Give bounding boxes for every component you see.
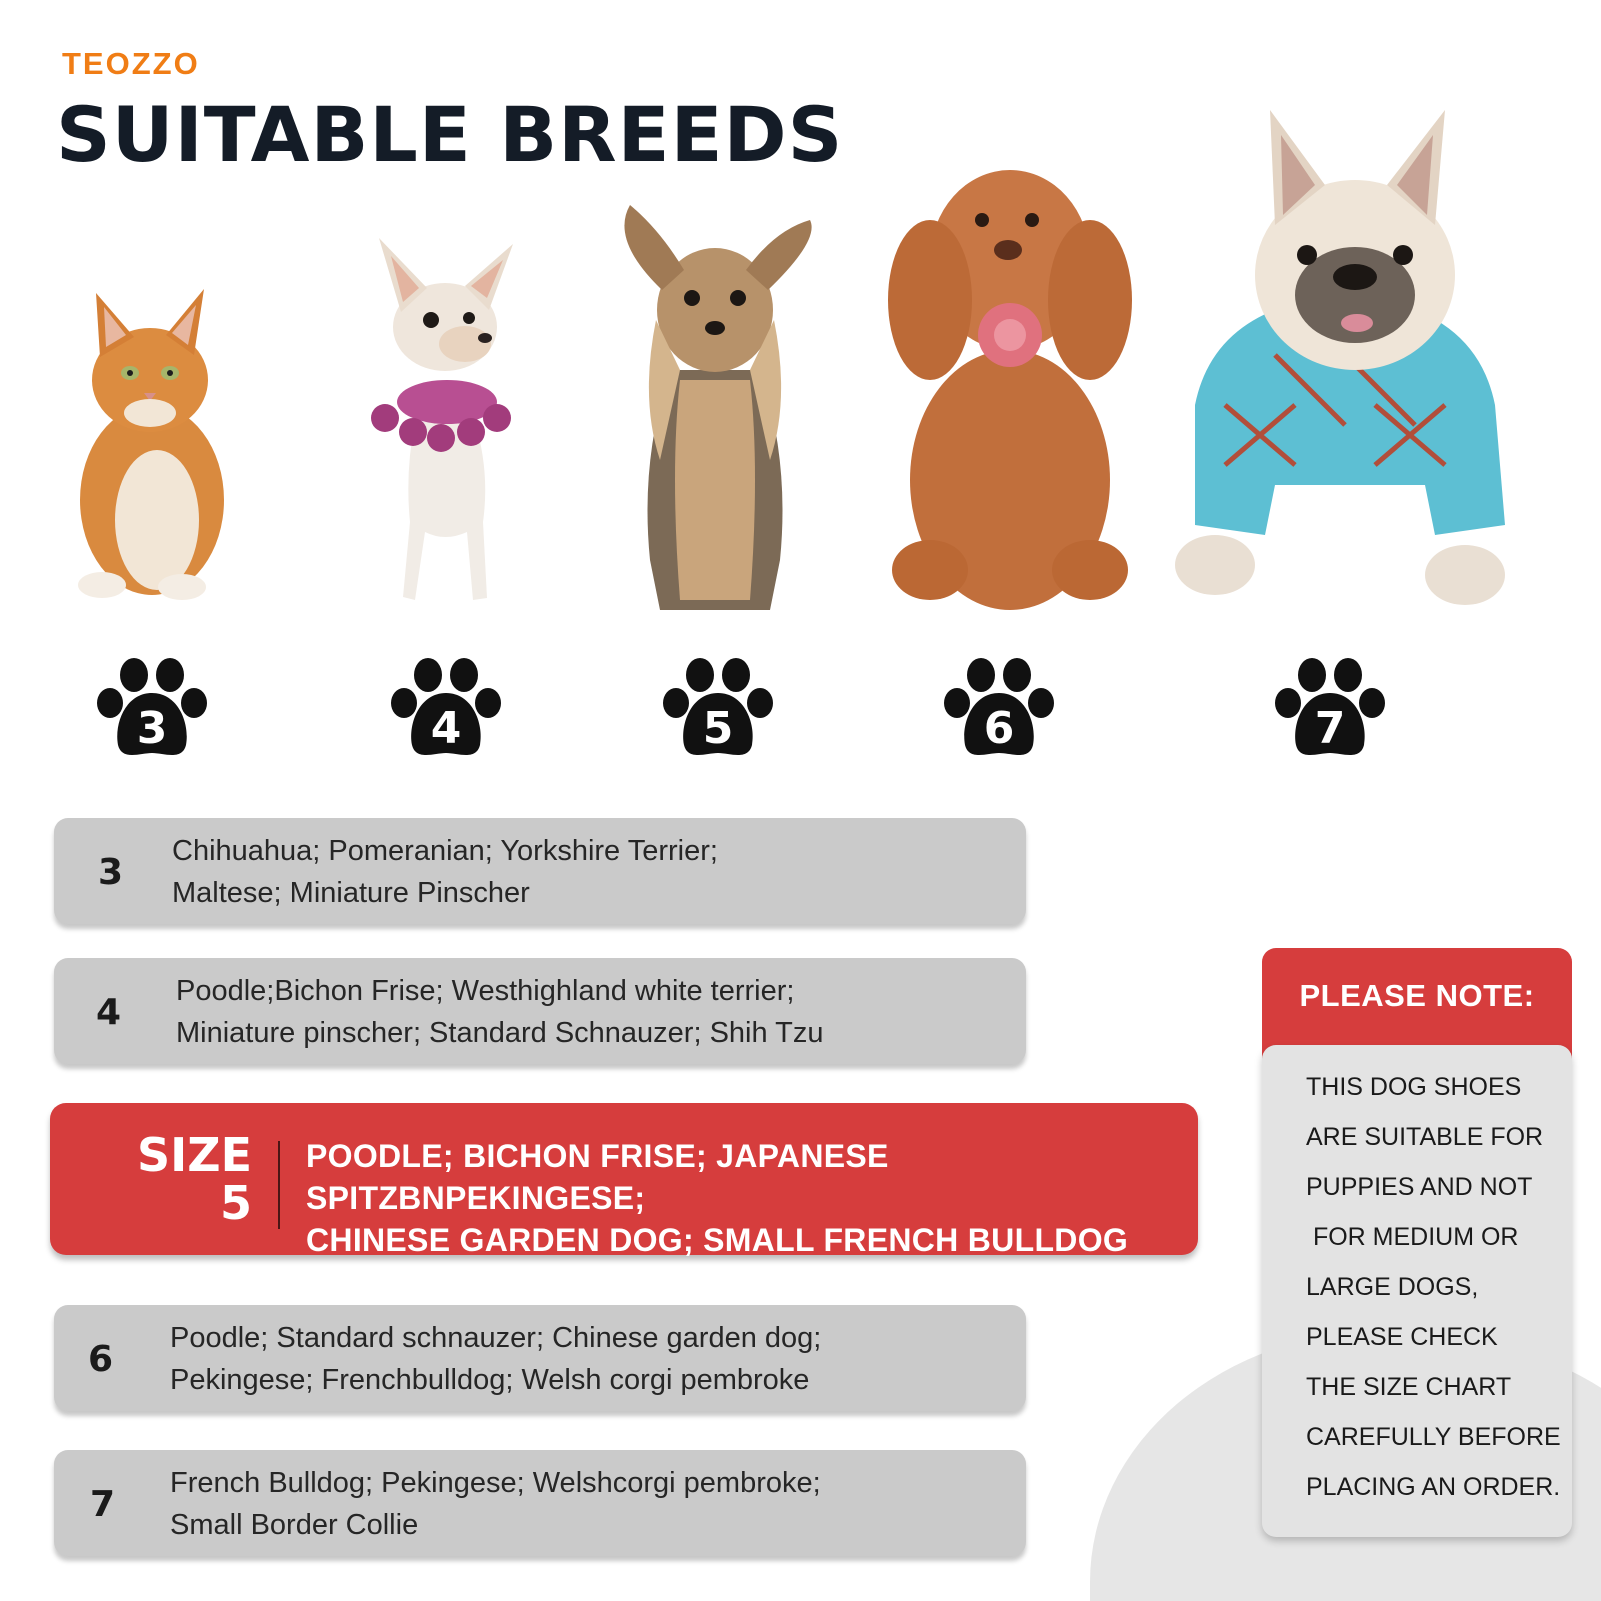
size-word: SIZE [136, 1128, 252, 1182]
paw-number: 4 [430, 703, 462, 754]
breed-list [170, 1462, 821, 1546]
note-line: CAREFULLY BEFORE [1306, 1423, 1561, 1451]
note-line: ARE SUITABLE FOR [1306, 1123, 1544, 1151]
breed-line: Small Border Collie [170, 1509, 419, 1541]
note-line: THIS DOG SHOES [1306, 1073, 1522, 1101]
chihuahua-image [355, 232, 530, 612]
page-title: SUITABLE BREEDS [56, 90, 844, 179]
paw-icon-size-3 [96, 655, 208, 761]
paw-icon-size-5 [662, 655, 774, 761]
size-row-6 [54, 1305, 1026, 1411]
paw-icon-size-6 [943, 655, 1055, 761]
breed-list [176, 970, 824, 1054]
breed-line: CHINESE GARDEN DOG; SMALL FRENCH BULLDOG [306, 1222, 1129, 1258]
note-line: PUPPIES AND NOT [1306, 1173, 1533, 1201]
size-number: 3 [98, 852, 124, 893]
size-number: 4 [96, 992, 122, 1033]
french-bulldog-image [1155, 105, 1535, 615]
breed-line: Poodle; Standard schnauzer; Chinese garden dog; [170, 1322, 822, 1354]
size-number: 5 [219, 1176, 252, 1230]
size-row-5-highlight [50, 1103, 1198, 1258]
note-heading-text: PLEASE NOTE: [1299, 978, 1535, 1013]
paw-icon-size-4 [390, 655, 502, 761]
brand-logo: TEOZZO [62, 46, 200, 81]
breed-line: Poodle;Bichon Frise; Westhighland white terrier; [176, 975, 795, 1007]
breed-line: POODLE; BICHON FRISE; JAPANESE SPITZBNPEKINGESE; [306, 1138, 889, 1216]
size-row-3 [54, 818, 1026, 924]
note-heading [1262, 948, 1572, 1060]
note-line: THE SIZE CHART [1306, 1373, 1512, 1401]
breed-list [170, 1317, 821, 1401]
yorkshire-terrier-image [600, 200, 830, 615]
note-line: LARGE DOGS, [1306, 1273, 1479, 1301]
note-body [1262, 1045, 1572, 1537]
note-line: FOR MEDIUM OR [1306, 1223, 1519, 1251]
size-number: 6 [88, 1339, 114, 1380]
paw-number: 5 [702, 703, 734, 754]
note-line: PLEASE CHECK [1306, 1323, 1498, 1351]
kitten-image [62, 285, 232, 605]
size-row-4 [54, 958, 1026, 1064]
breed-line: Pekingese; Frenchbulldog; Welsh corgi pembroke [170, 1364, 810, 1396]
note-line: PLACING AN ORDER. [1306, 1473, 1561, 1501]
divider [278, 1141, 280, 1229]
paw-number: 7 [1314, 703, 1346, 754]
size-number: 7 [90, 1484, 116, 1525]
paw-number: 6 [983, 703, 1015, 754]
breed-list [306, 1135, 1198, 1261]
size-row-7 [54, 1450, 1026, 1556]
breed-list [172, 830, 718, 914]
paw-icon-size-7 [1274, 655, 1386, 761]
size-label [72, 1128, 252, 1230]
paw-number: 3 [136, 703, 168, 754]
breed-line: Miniature pinscher; Standard Schnauzer; Shih Tzu [176, 1017, 824, 1049]
breed-line: French Bulldog; Pekingese; Welshcorgi pembroke; [170, 1467, 821, 1499]
breed-line: Chihuahua; Pomeranian; Yorkshire Terrier; [172, 835, 718, 867]
toy-poodle-image [880, 150, 1140, 615]
breed-line: Maltese; Miniature Pinscher [172, 877, 530, 909]
